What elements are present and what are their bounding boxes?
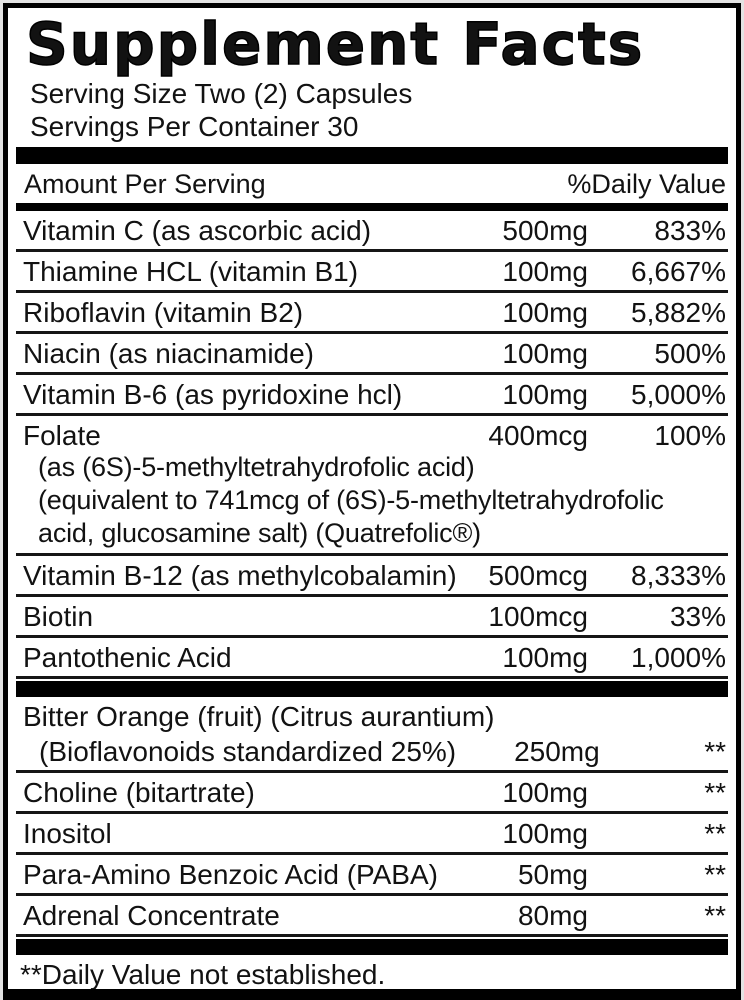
servings-per-container-line: Servings Per Container 30 (30, 111, 359, 142)
ingredient-row (16, 896, 728, 937)
ingredient-name: Niacin (as niacinamide) (23, 338, 315, 369)
other-ingredients-table (16, 697, 728, 937)
ingredient-amount: 100mg (502, 642, 588, 673)
ingredient-daily-value: 500% (654, 338, 726, 369)
amount-per-serving-header: Amount Per Serving (24, 169, 266, 199)
divider-bar-middle (16, 681, 728, 697)
ingredient-name: Choline (bitartrate) (23, 777, 255, 808)
ingredient-daily-value: ** (704, 818, 726, 849)
ingredient-amount: 100mg (502, 297, 588, 328)
ingredient-daily-value: 5,000% (631, 379, 726, 410)
ingredient-daily-value: ** (704, 777, 726, 808)
ingredient-sublines (16, 451, 734, 550)
ingredient-row (16, 597, 728, 638)
ingredient-name: Folate (23, 420, 101, 451)
ingredient-name: Pantothenic Acid (23, 642, 232, 673)
ingredient-name: Bitter Orange (fruit) (Citrus aurantium) (Bioflavonoids standardized 25%) (23, 701, 495, 767)
ingredient-row (16, 814, 728, 855)
ingredient-daily-value: ** (704, 900, 726, 931)
ingredient-row (16, 416, 728, 556)
ingredient-amount: 80mg (517, 900, 588, 931)
ingredient-name: Inositol (23, 818, 112, 849)
serving-size-line: Serving Size Two (2) Capsules (30, 78, 413, 109)
ingredient-amount: 400mcg (488, 420, 588, 451)
ingredient-row (16, 293, 728, 334)
ingredient-name: Thiamine HCL (vitamin B1) (23, 256, 359, 287)
ingredient-subline: (as (6S)-5-methyltetrahydrofolic acid) (38, 452, 475, 482)
ingredient-row (16, 211, 728, 252)
ingredient-daily-value: 33% (669, 601, 726, 632)
ingredient-row (16, 375, 728, 416)
ingredient-row (16, 855, 728, 896)
ingredient-daily-value: ** (704, 859, 726, 890)
ingredient-amount: 100mg (502, 777, 588, 808)
ingredient-daily-value: 6,667% (631, 256, 726, 287)
ingredient-row (16, 334, 728, 375)
divider-bar-header (16, 203, 728, 211)
ingredient-amount: 50mg (517, 859, 588, 890)
ingredient-amount: 500mg (502, 215, 588, 246)
ingredient-row (16, 252, 728, 293)
ingredient-amount: 250mg (514, 736, 600, 767)
ingredient-amount: 500mcg (488, 560, 588, 591)
column-header-row (16, 164, 728, 203)
ingredient-amount: 100mcg (488, 601, 588, 632)
ingredient-amount: 100mg (502, 338, 588, 369)
ingredient-row (16, 773, 728, 814)
ingredient-amount: 100mg (502, 818, 588, 849)
ingredient-row (16, 638, 728, 679)
vitamins-table (16, 211, 728, 679)
daily-value-footnote: **Daily Value not established. (20, 959, 386, 990)
divider-bar-bottom (16, 939, 728, 955)
ingredient-daily-value: 8,333% (631, 560, 726, 591)
ingredient-daily-value: 5,882% (631, 297, 726, 328)
ingredient-name: Para-Amino Benzoic Acid (PABA) (23, 859, 438, 890)
ingredient-name: Vitamin B-12 (as methylcobalamin) (23, 560, 457, 591)
ingredient-amount: 100mg (502, 379, 588, 410)
ingredient-row (16, 697, 728, 773)
ingredient-row (16, 556, 728, 597)
ingredient-daily-value: 100% (654, 420, 726, 451)
ingredient-daily-value: 1,000% (631, 642, 726, 673)
ingredient-name: Biotin (23, 601, 94, 632)
ingredient-daily-value: 833% (654, 215, 726, 246)
ingredient-name: Riboflavin (vitamin B2) (23, 297, 304, 328)
ingredient-daily-value: ** (704, 736, 726, 767)
supplement-facts-panel (3, 3, 741, 1000)
ingredient-subline: acid, glucosamine salt) (Quatrefolic®) (38, 518, 481, 548)
divider-bar-top (16, 147, 728, 164)
daily-value-header: %Daily Value (567, 169, 726, 199)
ingredient-name: Vitamin C (as ascorbic acid) (23, 215, 372, 246)
ingredient-name: Vitamin B-6 (as pyridoxine hcl) (23, 379, 403, 410)
ingredient-name: Adrenal Concentrate (23, 900, 280, 931)
ingredient-amount: 100mg (502, 256, 588, 287)
page-title: Supplement Facts (26, 10, 645, 78)
ingredient-subline: (equivalent to 741mcg of (6S)-5-methyltetrahydrofolic (38, 485, 664, 515)
